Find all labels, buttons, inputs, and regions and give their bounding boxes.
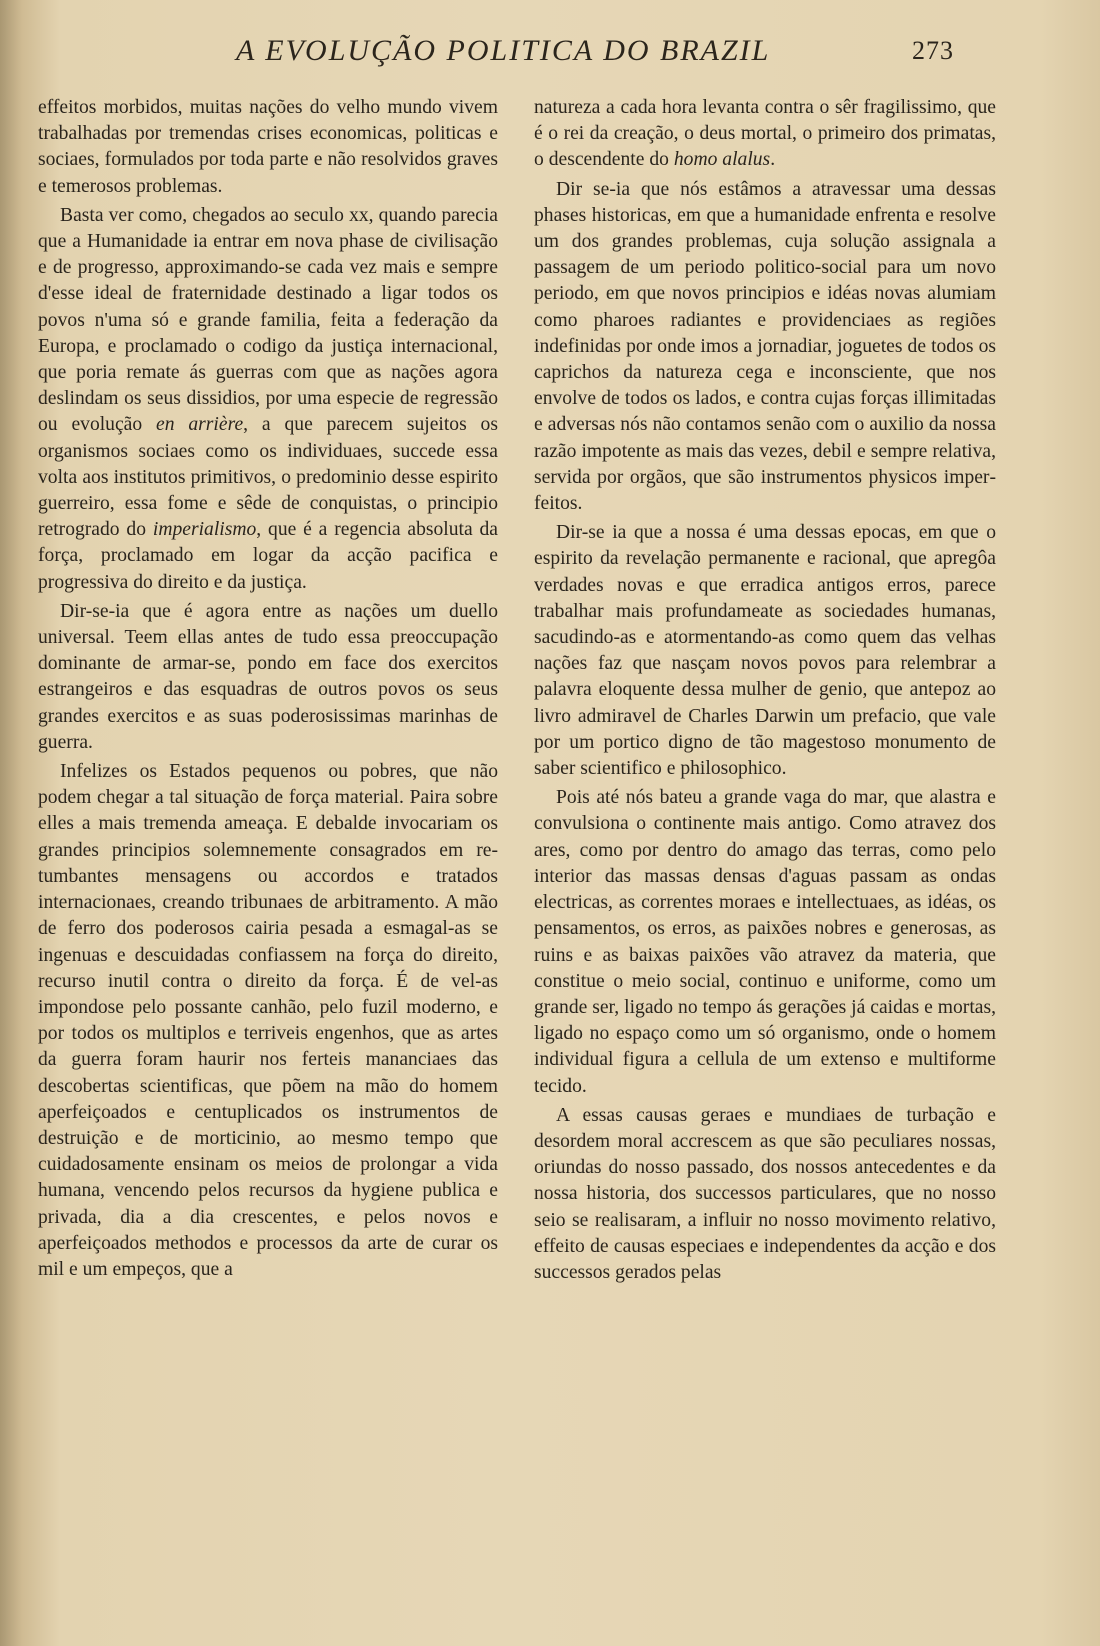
paragraph: A essas causas geraes e mundiaes de turbação e desordem moral accrescem as que são peculiares nossas, oriundas do nosso passado, dos nossos antecedentes e da nossa historia, dos successos particulares, que no nosso seio se realisaram, a influir no nosso movimento relativo, effeito de causas especiaes e independentes da acção e dos successos gerados pelas bbox=[534, 1104, 996, 1283]
left-column bbox=[38, 95, 498, 1283]
paragraph bbox=[38, 203, 498, 596]
paragraph-text: natureza a cada hora levanta contra o sêr fragilissimo, que é o rei da creação, o deus mortal, o primeiro dos primatas, o descendente do bbox=[534, 97, 996, 171]
paragraph: Dir-se ia que a nossa é uma dessas epocas, em que o espirito da revelação permanente e racional, que apregôa verdades novas e que erradica antigos erros, parece trabalhar mais profundameate as sociedades humanas, sacudindo-as e atormentando-as como quem das velhas nações faz que nasçam novos povos para relembrar a palavra eloquente dessa mulher de genio, que antepoz ao livro admiravel de Charles Darwin um prefacio, que vale por um portico digno de tão magestoso monumento de saber scientifico e philosophico. bbox=[534, 522, 996, 780]
paragraph-text: , a que parecem sujeitos os organismos sociaes como os individuaes, succede essa volta aos institutos primitivos, o predominio desse espirito guerreiro, essa fome e sêde de conquistas, o principio retrogrado do bbox=[38, 414, 498, 541]
italic-phrase: en arrière bbox=[156, 414, 244, 436]
paragraph-text: . bbox=[770, 149, 776, 171]
paragraph: Dir-se-ia que é agora entre as nações um duello universal. Teem ellas antes de tudo essa preoccupação dominante de armar-se, pondo em face dos exercitos estrangeiros e das esquadras de outros povos os seus grandes exercitos e as suas poderosissimas marinhas de guerra. bbox=[38, 600, 498, 753]
paragraph-text: , que é a regencia absoluta da força, proclamado em logar da acção pacifica e progressiva do direito e da justiça. bbox=[38, 519, 498, 593]
paragraph: Pois até nós bateu a grande vaga do mar, que alastra e convulsiona o continente mais antigo. Como atravez dos ares, como por dentro do amago das terras, como pelo interior das massas densas d'aguas passam as ondas electricas, as correntes moraes e intellectuaes, as idéas, os pensamentos, os erros, as paixões nobres e generosas, as ruins e as baixas paixões vão atravez da materia, que constitue o meio social, continuo e uniforme, como um grande ser, ligado no tempo ás gerações já caidas e mortas, ligado no espaço como um só organismo, onde o homem individual figura a cellula de um extenso e multiforme tecido. bbox=[534, 787, 996, 1097]
italic-phrase: homo alalus bbox=[673, 149, 771, 171]
page-number: 273 bbox=[912, 36, 954, 65]
paragraph: Dir se-ia que nós estâmos a atravessar uma dessas phases historicas, em que a humanidade enfrenta e resolve um dos grandes problemas, cuja solução assignala a passagem de um periodo politico-social para um novo periodo, em que novos principios e idéas novas alumiam como pharoes radiantes e providenciaes as regiões indefinidas por onde imos a jornadiar, joguetes de todos os caprichos da natureza cega e inconsciente, que nos envolve de todos os lados, e contra cujas forças illimitadas e adversas nós não contamos senão com o auxilio da nossa razão impotente as mais das vezes, debil e sempre relativa, servida por orgãos, que são instrumentos physicos imperfeitos. bbox=[534, 178, 996, 515]
page-header bbox=[0, 34, 1100, 74]
right-column bbox=[534, 95, 996, 1286]
paragraph bbox=[534, 95, 996, 174]
italic-phrase: imperialismo bbox=[152, 519, 257, 541]
running-title: A EVOLUÇÃO POLITICA DO BRAZIL bbox=[236, 34, 771, 67]
paragraph: effeitos morbidos, muitas nações do velho mundo vivem trabalhadas por tremendas crises economicas, politicas e sociaes, formulados por toda parte e não resolvidos graves e temerosos problemas. bbox=[38, 97, 498, 197]
paragraph: Infelizes os Estados pequenos ou pobres, que não podem chegar a tal situação de força material. Paira sobre elles a mais tremenda ameaça. E debalde invocariam os grandes principios solemnemente consagrados em retumbantes mensagens ou accordos e tratados internacionaes, creando tribunaes de arbitramento. A mão de ferro dos poderosos cairia pesada a esmagal-as se ingenuas e descuidadas confiassem na força do direito, recurso inutil contra o direito da força. É de vel-as impondose pelo possante canhão, pelo fuzil moderno, e por todos os multiplos e terriveis engenhos, que as artes da guerra foram haurir nos ferteis mananciaes das descobertas scientificas, que põem na mão do homem aperfeiçoados e centuplicados os instrumentos de destruição e de morticinio, ao mesmo tempo que cuidadosamente ensinam os meios de prolongar a vida humana, vencendo pelos recursos da hygiene publica e privada, dia a dia crescentes, e pelos novos e aperfeiçoados methodos e processos da arte de curar os mil e um empeços, que a bbox=[38, 761, 498, 1280]
paragraph-text: Basta ver como, chegados ao seculo xx, quando parecia que a Humanidade ia entrar em nova phase de civilisação e de progresso, approximando-se cada vez mais e sempre d'esse ideal de fraternidade destinado a ligar todos os povos n'uma só e grande familia, feita a federação da Europa, e proclamado o codigo da justiça internacional, que poria remate ás guerras com que as nações agora deslindam os seus dissidios, por uma especie de regressão ou evolução bbox=[38, 204, 498, 436]
